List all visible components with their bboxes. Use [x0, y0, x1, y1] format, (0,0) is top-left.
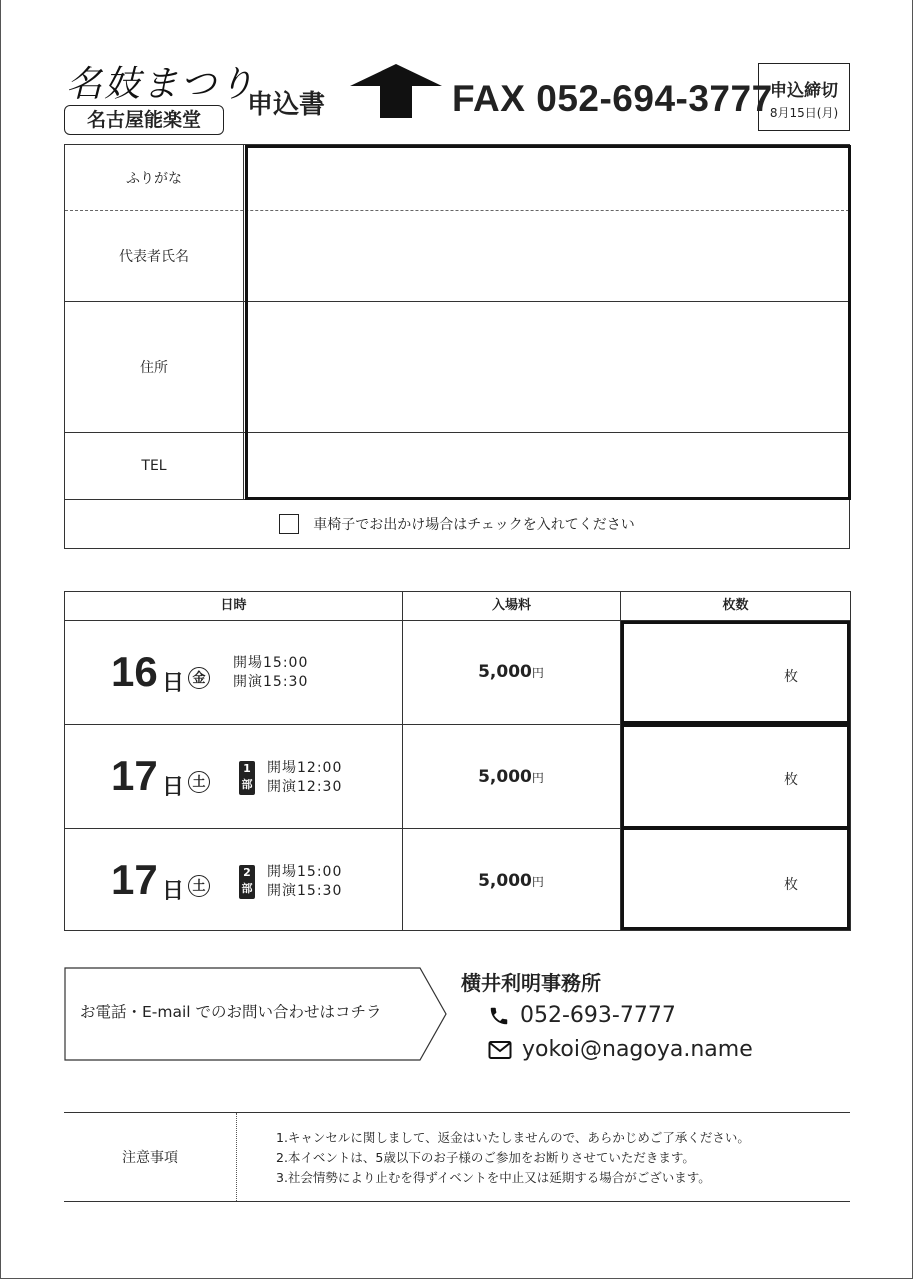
- price: [403, 662, 619, 682]
- day-kanji: 日: [162, 671, 185, 696]
- yen-unit: 円: [531, 666, 544, 680]
- quantity-field[interactable]: [621, 724, 850, 829]
- furigana-label: ふりがな: [126, 170, 182, 187]
- show-times: [267, 759, 342, 797]
- name-label: 代表者氏名: [119, 249, 189, 265]
- list-item: 1.キャンセルに関しまして、返金はいたしませんので、あらかじめご了承ください。: [276, 1130, 750, 1145]
- show-times: [267, 863, 342, 901]
- mail-row: [488, 1037, 753, 1062]
- notes-divider: [236, 1113, 237, 1201]
- arrow-up-icon: [348, 64, 444, 118]
- header-price: 入場料: [491, 598, 531, 613]
- door-open-time: 開場15:00: [233, 655, 309, 671]
- quantity-field[interactable]: [621, 621, 850, 724]
- weekday-badge: 金: [188, 667, 210, 689]
- quantity-unit: 枚: [784, 669, 798, 685]
- office-name: 横井利明事務所: [461, 971, 601, 995]
- tel-label: TEL: [141, 458, 167, 474]
- deadline-title: 申込締切: [770, 81, 838, 101]
- deadline-date: 8月15日(月): [769, 106, 839, 120]
- applicant-table: [64, 144, 850, 549]
- quantity-field[interactable]: [621, 827, 850, 930]
- applicant-input-area[interactable]: [245, 145, 851, 500]
- wheelchair-row: [65, 500, 849, 548]
- phone-row: [488, 1003, 676, 1028]
- price: [403, 871, 619, 891]
- weekday-badge: 土: [188, 771, 210, 793]
- door-open-time: 開場12:00: [267, 760, 343, 776]
- notes-label: 注意事項: [122, 1150, 178, 1166]
- part-badge: 1部: [239, 761, 255, 795]
- list-item: 3.社会情勢により止むを得ずイベントを中止又は延期する場合がございます。: [276, 1170, 711, 1185]
- label-divider: [243, 145, 244, 500]
- wheelchair-checkbox[interactable]: [279, 514, 299, 534]
- fax-number: FAX 052-694-3777: [452, 78, 773, 119]
- price: [403, 767, 619, 787]
- show-times: [233, 654, 308, 692]
- yen-unit: 円: [531, 875, 544, 889]
- notes-section: [64, 1112, 850, 1202]
- price-value: 5,000: [478, 767, 532, 787]
- mail-icon: [488, 1040, 512, 1060]
- quantity-unit: 枚: [784, 877, 798, 893]
- day-kanji: 日: [162, 879, 185, 904]
- price-value: 5,000: [478, 871, 532, 891]
- part-badge: 2部: [239, 865, 255, 899]
- start-time: 開演15:30: [233, 674, 309, 690]
- day-number: 16: [111, 648, 158, 695]
- phone-icon: [488, 1005, 510, 1027]
- door-open-time: 開場15:00: [267, 864, 343, 880]
- start-time: 開演15:30: [267, 883, 343, 899]
- day-number: 17: [111, 856, 158, 903]
- form-title: 申込書: [247, 90, 326, 120]
- header-datetime: 日時: [220, 598, 247, 613]
- address-label: 住所: [140, 360, 168, 376]
- weekday-badge: 土: [188, 875, 210, 897]
- venue-badge: 名古屋能楽堂: [64, 105, 224, 135]
- price-value: 5,000: [478, 662, 532, 682]
- inquiry-text: お電話・E-mail でのお問い合わせはコチラ: [80, 1003, 382, 1021]
- notes-list: [276, 1128, 750, 1188]
- day-kanji: 日: [162, 775, 185, 800]
- schedule-table: [64, 591, 851, 931]
- yen-unit: 円: [531, 771, 544, 785]
- deadline-box: [758, 63, 850, 131]
- day-number: 17: [111, 752, 158, 799]
- quantity-unit: 枚: [784, 772, 798, 788]
- email-address[interactable]: yokoi@nagoya.name: [522, 1037, 753, 1062]
- phone-number[interactable]: 052-693-7777: [520, 1003, 676, 1028]
- wheelchair-text: 車椅子でお出かけ場合はチェックを入れてください: [313, 517, 635, 533]
- event-logo-title: 名妓まつり: [66, 64, 257, 105]
- start-time: 開演12:30: [267, 779, 343, 795]
- list-item: 2.本イベントは、5歳以下のお子様のご参加をお断りさせていただきます。: [276, 1150, 695, 1165]
- header-quantity: 枚数: [722, 598, 749, 613]
